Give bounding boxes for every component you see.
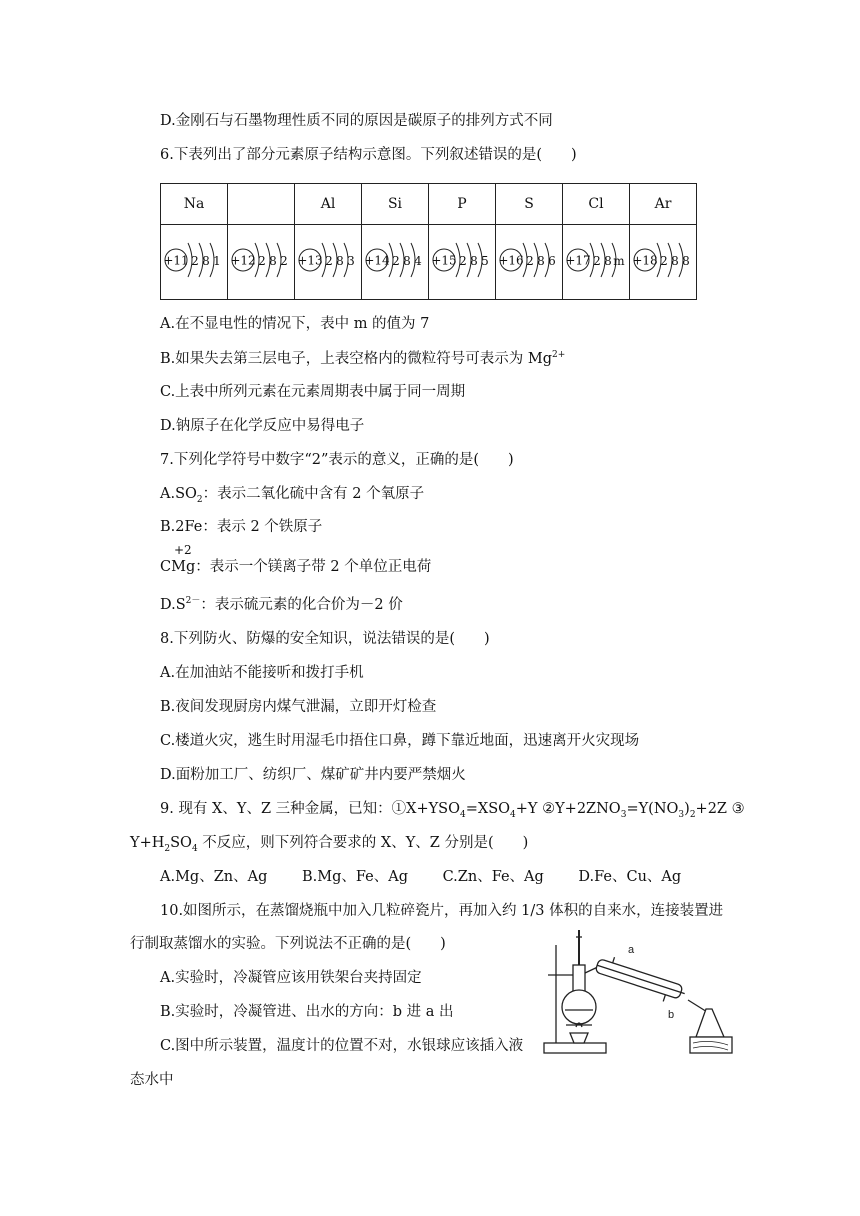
diagram-cell bbox=[630, 225, 697, 300]
atom-diagram bbox=[295, 225, 361, 295]
q9-option-a: A.Mg、Zn、Ag bbox=[160, 869, 268, 885]
q7-c-symbol: Mg bbox=[171, 559, 196, 575]
diagram-cell bbox=[295, 225, 362, 300]
q6-option-b-text: B.如果失去第三层电子，上表空格内的微粒符号可表示为 Mg bbox=[160, 351, 553, 367]
wooden-block bbox=[690, 1037, 732, 1053]
q7-option-d bbox=[160, 595, 403, 615]
q9-text: +Y ②Y+2ZNO bbox=[515, 801, 621, 817]
nucleus-charge: +16 bbox=[498, 253, 524, 268]
q9-sub: 4 bbox=[191, 843, 198, 854]
q8-option-c: C.楼道火灾，逃生时用湿毛巾捂住口鼻，蹲下靠近地面，迅速离开火灾现场 bbox=[160, 733, 640, 749]
q8-option-d: D.面粉加工厂、纺织厂、煤矿矿井内要严禁烟火 bbox=[160, 767, 466, 783]
distilling-flask bbox=[562, 990, 596, 1024]
electron-count: 8 bbox=[604, 254, 612, 268]
q7-a-text: ：表示二氧化硫中含有 2 个氧原子 bbox=[202, 486, 425, 502]
q7-option-c bbox=[160, 557, 431, 577]
electron-count: 2 bbox=[325, 254, 333, 268]
q6-option-a: A.在不显电性的情况下，表中 m 的值为 7 bbox=[160, 316, 430, 332]
alcohol-lamp bbox=[570, 1033, 588, 1043]
electron-count: 8 bbox=[336, 254, 344, 268]
distillation-apparatus-figure bbox=[540, 925, 740, 1060]
q7-option-b: B.2Fe：表示 2 个铁原子 bbox=[160, 519, 323, 535]
outlet-label-b: b bbox=[668, 1009, 675, 1021]
electron-count: 3 bbox=[347, 254, 355, 268]
q9-options bbox=[160, 867, 711, 887]
electron-count: 2 bbox=[191, 254, 199, 268]
q7-option-a bbox=[160, 484, 424, 504]
stand-base bbox=[544, 1043, 606, 1053]
electron-count: 8 bbox=[269, 254, 277, 268]
valence-mark: +2 bbox=[174, 543, 192, 557]
electron-count: 8 bbox=[671, 254, 679, 268]
q6-stem: 6.下表列出了部分元素原子结构示意图。下列叙述错误的是( ) bbox=[160, 147, 577, 163]
nucleus-charge: +13 bbox=[297, 253, 323, 268]
symbol-row bbox=[161, 184, 697, 225]
electron-count: 6 bbox=[548, 254, 556, 268]
diagram-cell bbox=[161, 225, 228, 300]
electron-count: 2 bbox=[593, 254, 601, 268]
q9-text: Y+H bbox=[130, 835, 165, 851]
atom-diagram bbox=[630, 225, 696, 295]
diagram-cell bbox=[429, 225, 496, 300]
q6-option-b-charge: 2+ bbox=[552, 350, 566, 361]
receiving-flask bbox=[696, 1009, 724, 1037]
q7-c-text: ：表示一个镁离子带 2 个单位正电荷 bbox=[195, 559, 432, 575]
nucleus-charge: +11 bbox=[163, 253, 189, 268]
q7-stem: 7.下列化学符号中数字“2”表示的意义，正确的是( ) bbox=[160, 452, 514, 468]
electron-count: 2 bbox=[660, 254, 668, 268]
electron-count: 2 bbox=[459, 254, 467, 268]
q10-option-c-line1: C.图中所示装置，温度计的位置不对，水银球应该插入液 bbox=[160, 1038, 524, 1054]
diagram-row bbox=[161, 225, 697, 300]
diagram-cell bbox=[362, 225, 429, 300]
nucleus-charge: +14 bbox=[364, 253, 390, 268]
electron-count: 4 bbox=[414, 254, 422, 268]
symbol-cell: Al bbox=[295, 184, 362, 225]
nucleus-charge: +17 bbox=[565, 253, 591, 268]
electron-count: 2 bbox=[258, 254, 266, 268]
q7-d-formula: D.S bbox=[160, 597, 186, 613]
q7-c-label: C bbox=[160, 559, 172, 575]
q9-sub: 2 bbox=[164, 843, 171, 854]
atom-diagram bbox=[228, 225, 294, 295]
atom-diagram bbox=[161, 225, 227, 295]
atom-structure-table bbox=[160, 183, 697, 300]
q9-sub: 3 bbox=[620, 809, 627, 820]
q9-text: ) bbox=[684, 801, 690, 817]
atom-diagram bbox=[362, 225, 428, 295]
q10-line2: 行制取蒸馏水的实验。下列说法不正确的是( ) bbox=[130, 936, 446, 952]
q8-stem: 8.下列防火、防爆的安全知识，说法错误的是( ) bbox=[160, 631, 490, 647]
q10-line1: 10.如图所示，在蒸馏烧瓶中加入几粒碎瓷片，再加入约 1/3 体积的自来水，连接装置进 bbox=[160, 903, 724, 919]
q5-option-d: D.金刚石与石墨物理性质不同的原因是碳原子的排列方式不同 bbox=[160, 113, 553, 129]
q7-d-text: ：表示硫元素的化合价为－2 价 bbox=[200, 597, 403, 613]
electron-count: 8 bbox=[202, 254, 210, 268]
q9-sub: 3 bbox=[678, 809, 685, 820]
diagram-cell bbox=[496, 225, 563, 300]
diagram-cell bbox=[563, 225, 630, 300]
q9-text: SO bbox=[170, 835, 192, 851]
q9-text: 不反应，则下列符合要求的 X、Y、Z 分别是( ) bbox=[197, 835, 529, 851]
q9-option-c: C.Zn、Fe、Ag bbox=[442, 869, 544, 885]
q9-text: 9. 现有 X、Y、Z 三种金属，已知：①X+YSO bbox=[160, 801, 460, 817]
q9-option-b: B.Mg、Fe、Ag bbox=[302, 869, 408, 885]
electron-count: 2 bbox=[392, 254, 400, 268]
atom-diagram bbox=[496, 225, 562, 295]
nucleus-charge: +18 bbox=[632, 253, 658, 268]
q8-option-a: A.在加油站不能接听和拨打手机 bbox=[160, 665, 364, 681]
symbol-cell: P bbox=[429, 184, 496, 225]
electron-count: 8 bbox=[537, 254, 545, 268]
q9-option-d: D.Fe、Cu、Ag bbox=[578, 869, 682, 885]
symbol-cell: Na bbox=[161, 184, 228, 225]
q9-sub: 2 bbox=[689, 809, 696, 820]
atom-diagram bbox=[429, 225, 495, 295]
q10-option-b: B.实验时，冷凝管进、出水的方向：b 进 a 出 bbox=[160, 1004, 454, 1020]
symbol-cell: Cl bbox=[563, 184, 630, 225]
q10-option-a: A.实验时，冷凝管应该用铁架台夹持固定 bbox=[160, 970, 422, 986]
electron-count: 1 bbox=[213, 254, 221, 268]
q9-sub: 4 bbox=[510, 809, 516, 820]
q7-d-charge: 2－ bbox=[185, 596, 201, 607]
q9-sub: 4 bbox=[460, 809, 466, 820]
nucleus-charge: +12 bbox=[230, 253, 256, 268]
q9-text: +2Z ③ bbox=[695, 801, 745, 817]
q7-a-subscript: 2 bbox=[196, 494, 203, 505]
q8-option-b: B.夜间发现厨房内煤气泄漏，立即开灯检查 bbox=[160, 699, 437, 715]
q6-option-c: C.上表中所列元素在元素周期表中属于同一周期 bbox=[160, 384, 466, 400]
q9-text: =Y(NO bbox=[626, 801, 679, 817]
q6-option-b bbox=[160, 349, 565, 369]
condenser bbox=[593, 953, 689, 1007]
electron-count: 8 bbox=[470, 254, 478, 268]
symbol-cell bbox=[228, 184, 295, 225]
q7-a-formula: A.SO bbox=[160, 486, 197, 502]
electron-count: 2 bbox=[526, 254, 534, 268]
diagram-cell bbox=[228, 225, 295, 300]
symbol-cell: S bbox=[496, 184, 563, 225]
electron-count: 8 bbox=[403, 254, 411, 268]
symbol-cell: Ar bbox=[630, 184, 697, 225]
atom-diagram bbox=[563, 225, 629, 295]
nucleus-charge: +15 bbox=[431, 253, 457, 268]
q6-option-d: D.钠原子在化学反应中易得电子 bbox=[160, 418, 365, 434]
q9-line2 bbox=[130, 833, 528, 853]
q9-line1 bbox=[160, 799, 745, 819]
symbol-cell: Si bbox=[362, 184, 429, 225]
inlet-label-a: a bbox=[628, 944, 635, 956]
q10-option-c-line2: 态水中 bbox=[130, 1072, 174, 1088]
flask-neck bbox=[573, 965, 585, 993]
electron-count: m bbox=[613, 254, 625, 268]
electron-count: 5 bbox=[481, 254, 489, 268]
electron-count: 2 bbox=[280, 254, 288, 268]
q9-text: =XSO bbox=[465, 801, 511, 817]
electron-count: 8 bbox=[682, 254, 690, 268]
